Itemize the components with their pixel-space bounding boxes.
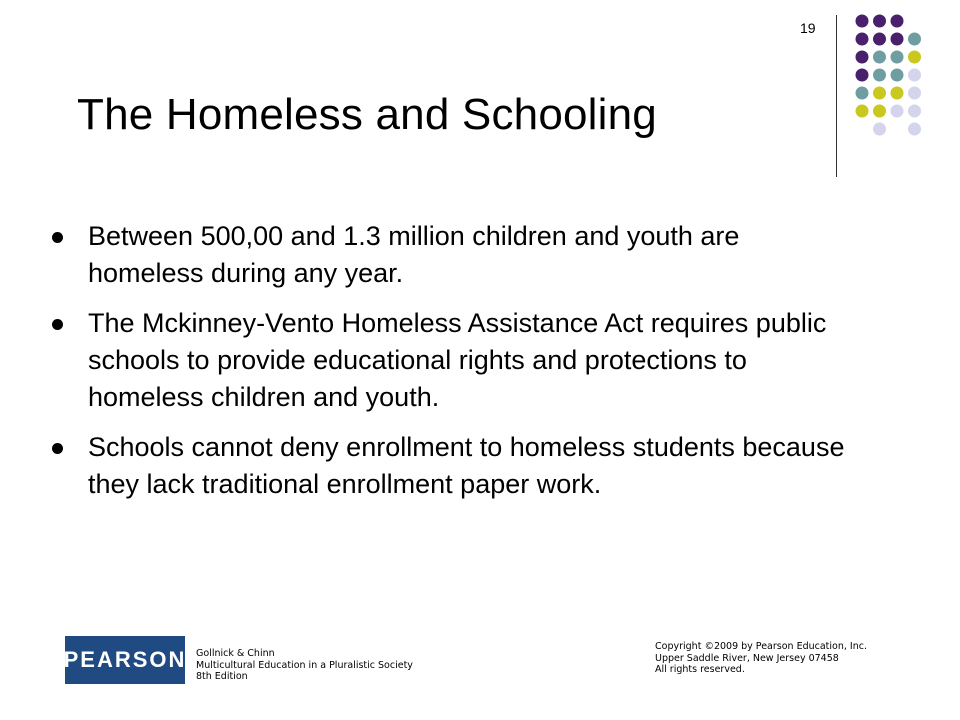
rights-reserved: All rights reserved. [655, 664, 745, 675]
decorative-dot [856, 105, 869, 118]
decorative-dot [873, 51, 886, 64]
copyright-line: Copyright ©2009 by Pearson Education, Inc. [655, 641, 867, 652]
bullet-text: Schools cannot deny enrollment to homeless students because they lack traditional enrollment paper work. [88, 432, 845, 499]
decorative-dot [908, 69, 921, 82]
copyright-notice [655, 641, 867, 676]
logo-text: PEARSON [63, 647, 187, 672]
book-authors: Gollnick & Chinn [196, 648, 275, 659]
bullet-text: Between 500,00 and 1.3 million children and youth are homeless during any year. [88, 221, 740, 288]
decorative-dot [873, 69, 886, 82]
decorative-dot [856, 51, 869, 64]
decorative-dot [873, 123, 886, 136]
publisher-address: Upper Saddle River, New Jersey 07458 [655, 652, 839, 664]
decorative-divider-line [836, 15, 837, 177]
bullet-icon [52, 319, 63, 330]
decorative-dot [891, 33, 904, 46]
slide-number: 19 [800, 20, 816, 36]
decorative-dot [856, 33, 869, 46]
bullet-icon [52, 443, 63, 454]
slide-title: The Homeless and Schooling [77, 90, 657, 139]
decorative-dot [856, 87, 869, 100]
decorative-dot [873, 33, 886, 46]
decorative-dot [908, 87, 921, 100]
decorative-dot [891, 69, 904, 82]
decorative-dot [908, 51, 921, 64]
decorative-dot [908, 123, 921, 136]
decorative-dot [856, 15, 869, 28]
bullet-text: The Mckinney-Vento Homeless Assistance Act requires public schools to provide educational rights and protections to homeless children and youth. [88, 308, 827, 412]
pearson-logo [65, 636, 185, 684]
bullet-item [52, 429, 852, 503]
decorative-dot [891, 87, 904, 100]
decorative-dot [891, 51, 904, 64]
bullet-icon [52, 232, 63, 243]
book-title: Multicultural Education in a Pluralistic Society [196, 659, 413, 671]
bullet-list [52, 218, 852, 516]
decorative-dot [873, 87, 886, 100]
decorative-dot [873, 15, 886, 28]
decorative-dot [891, 105, 904, 118]
decorative-dot [891, 15, 904, 28]
bullet-item [52, 305, 852, 416]
decorative-dot [856, 69, 869, 82]
book-edition: 8th Edition [196, 671, 248, 682]
decorative-dot [908, 33, 921, 46]
decorative-dot [873, 105, 886, 118]
bullet-item [52, 218, 852, 292]
decorative-dot [908, 105, 921, 118]
book-credit [196, 648, 413, 683]
